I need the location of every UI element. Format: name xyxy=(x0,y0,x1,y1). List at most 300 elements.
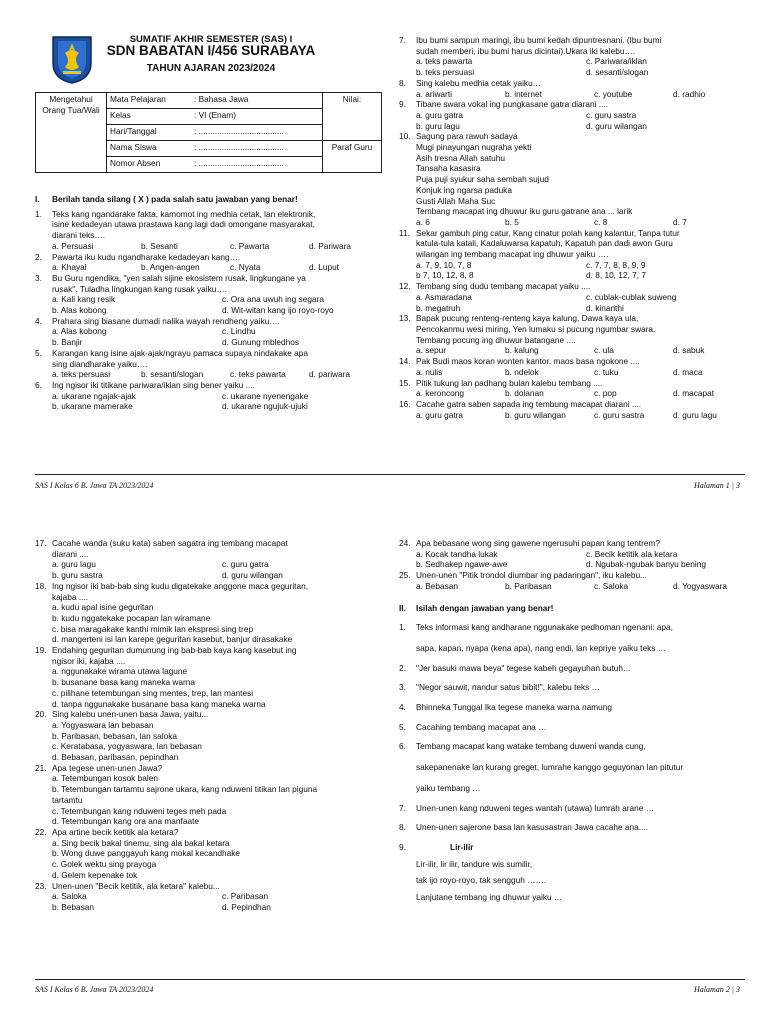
poem-line: Lir-ilir, lir ilir, tandure wis sumilir, xyxy=(416,858,533,869)
question-number: 5. xyxy=(35,347,42,358)
answer-option[interactable]: b. Bebasan xyxy=(52,901,94,912)
answer-option[interactable]: c. ukarane nyenengake xyxy=(222,390,309,401)
answer-option[interactable]: d. Luput xyxy=(309,262,339,273)
question-line: Sekar gambuh ping catur, Kang cinatur polah kang kalantur, Tanpa tutur xyxy=(416,227,680,238)
question-text xyxy=(52,581,385,602)
answer-option[interactable]: b. Alas kobong xyxy=(52,305,107,316)
answer-option[interactable]: d. guru wilangan xyxy=(586,120,647,131)
question-line: Apa artine becik ketitik ala ketara? xyxy=(52,826,179,837)
question-number: 2. xyxy=(35,251,42,262)
question-item xyxy=(35,252,375,273)
answer-options xyxy=(52,391,375,412)
answer-option[interactable]: c. 7, 7, 8, 8, 9, 9 xyxy=(586,259,646,270)
answer-options xyxy=(416,56,745,77)
question-item xyxy=(35,827,385,881)
essay-item xyxy=(399,702,745,713)
school-year: TAHUN AJARAN 2023/2024 xyxy=(146,63,276,74)
answer-option[interactable]: b. Tetembungan tartamtu sajrone ukara, kang nduweni titikan lan piguna xyxy=(52,784,318,795)
question-item xyxy=(35,581,385,645)
answer-option[interactable]: a. nulis xyxy=(416,366,443,377)
answer-option[interactable]: c. guru sastra xyxy=(594,409,645,420)
answer-option[interactable]: c. Nyata xyxy=(230,262,261,273)
question-text xyxy=(416,570,745,581)
question-line: Cacahe gatra saben sapada ing tembung macapat diarani .... xyxy=(416,398,642,409)
answer-option[interactable]: c. 8 xyxy=(594,216,608,227)
answer-option[interactable]: d. Yogyaswara xyxy=(673,580,727,591)
question-text xyxy=(52,827,385,838)
answer-option[interactable]: a. Asmaradana xyxy=(416,291,472,302)
question-item xyxy=(35,348,375,380)
answer-option[interactable]: a. teks persuasi xyxy=(52,369,111,380)
poem-line: Lanjutane tembang ing dhuwur yaiku … xyxy=(416,892,563,903)
answer-options xyxy=(52,559,385,580)
question-line: katula-tula katali, Kadaluwarsa kapatuh, Kapatuh pan dadi awon Guru xyxy=(416,238,673,249)
question-line: sapa, kapan, nyapa (kena apa), nang endi, lan kepriye yaiku teks … xyxy=(416,642,666,653)
answer-option[interactable]: c. pilihane tetembungan sing mentes, trep, lan mantesi xyxy=(52,687,254,698)
answer-options xyxy=(416,388,745,399)
question-line: Teks kang ngandarake fakta, kamomot ing medhia cetak, lan elektronik, xyxy=(52,208,316,219)
question-number: 3. xyxy=(399,682,406,693)
question-item xyxy=(35,273,375,316)
question-line: Tansaha kasasira xyxy=(416,163,481,174)
question-line: Bhinneka Tunggal Ika tegese maneka warna namung xyxy=(416,702,613,713)
question-number: 20. xyxy=(35,709,47,720)
question-item xyxy=(399,313,745,356)
question-line: rusak". Tuladha lingkungan kang rusak yaiku…. xyxy=(52,283,227,294)
answer-option[interactable]: d. Gunung mbledhos xyxy=(222,337,300,348)
poem-lines xyxy=(399,859,745,903)
page1-right-column xyxy=(399,35,745,420)
page-divider xyxy=(35,474,745,475)
question-item xyxy=(399,570,745,591)
field-label: Nama Siswa xyxy=(107,141,192,157)
answer-option[interactable]: b. ndelok xyxy=(505,366,539,377)
question-number: 15. xyxy=(399,377,411,388)
question-line: Tembang sing dudu tembang macapat yaiku .... xyxy=(416,281,591,292)
question-line: Sagung para rawuh sadaya xyxy=(416,131,518,142)
answer-option[interactable]: c. cublak-cublak suweng xyxy=(586,291,677,302)
field-label: Mata Pelajaran xyxy=(107,93,192,109)
answer-options xyxy=(52,773,385,827)
answer-options xyxy=(416,217,745,228)
answer-option[interactable]: d. pariwara xyxy=(309,369,351,380)
answer-option[interactable]: d. sesanti/slogan xyxy=(586,67,649,78)
answer-option[interactable]: c. Keratabasa, yogyaswara, lan bebasan xyxy=(52,741,202,752)
answer-option[interactable]: b. guru sastra xyxy=(52,570,103,581)
question-line: Tembang pocung ing dhuwur batangane .... xyxy=(416,334,576,345)
question-item xyxy=(399,228,745,282)
footer-page-number: Halaman 2 | 3 xyxy=(694,985,740,994)
question-text xyxy=(416,682,745,693)
answer-options xyxy=(52,369,375,380)
answer-option[interactable]: b. Paribasan, bebasan, lan saloka xyxy=(52,730,178,741)
answer-option[interactable]: c. Lindhu xyxy=(222,326,256,337)
answer-options xyxy=(52,838,385,881)
question-item xyxy=(35,881,385,913)
answer-option[interactable]: b. teks persuasi xyxy=(416,67,475,78)
question-number: 7. xyxy=(399,802,406,813)
field-value: : VI (Enam) xyxy=(191,109,323,125)
answer-option[interactable]: d. 8, 10, 12, 7, 7 xyxy=(586,270,646,281)
name-field[interactable]: : ..................................... xyxy=(191,141,323,157)
answer-option[interactable]: tartamtu xyxy=(52,794,83,805)
question-number: 14. xyxy=(399,356,411,367)
question-number: 5. xyxy=(399,721,406,732)
answer-option[interactable]: d. radhio xyxy=(673,88,706,99)
question-line: diarani teks…. xyxy=(52,230,106,241)
answer-option[interactable]: b. Sedhakep ngawe-awe xyxy=(416,559,508,570)
answer-options xyxy=(52,891,385,912)
essay-item-9: 9. Lir-ilir Lir-ilir, lir ilir, tandure wis sumilir, tak ijo royo-royo, tak sengguh ……. Lanjutane tembang ing dhuwur yaiku … xyxy=(399,842,745,903)
answer-option[interactable]: d. Tetembungan kang ora ana manfaate xyxy=(52,816,199,827)
answer-option[interactable]: b. Banjir xyxy=(52,337,83,348)
date-field[interactable]: : ..................................... xyxy=(191,125,323,141)
question-line: Pawarta iku kudu ngandharake kedadeyan kang…. xyxy=(52,251,241,262)
question-line: kajaba .... xyxy=(52,591,88,602)
answer-option[interactable]: c. youtube xyxy=(594,88,633,99)
answer-option[interactable]: a. keroncong xyxy=(416,388,464,399)
question-line: ngisor iki, kajaba .... xyxy=(52,655,126,666)
question-item xyxy=(35,380,375,412)
answer-option[interactable]: a. guru gatra xyxy=(416,109,464,120)
question-number: 21. xyxy=(35,762,47,773)
answer-option[interactable]: d. maca xyxy=(673,366,703,377)
question-line: isine kedadeyan utawa prastawa kang lagi dadi omongane masyarakat, xyxy=(52,219,315,230)
essay-item xyxy=(399,682,745,693)
answer-options xyxy=(52,262,375,273)
answer-option[interactable]: c. Ora ana uwuh ing segara xyxy=(222,294,324,305)
answer-option[interactable]: a. teks pawarta xyxy=(416,56,473,67)
answer-option[interactable]: a. ariwarti xyxy=(416,88,452,99)
question-number: 4. xyxy=(399,702,406,713)
answer-option[interactable]: a. Tetembungan kosok balen xyxy=(52,773,158,784)
school-name: SDN BABATAN I/456 SURABAYA xyxy=(106,43,316,58)
question-list xyxy=(399,538,745,592)
answer-option[interactable]: b. ukarane mamerake xyxy=(52,401,133,412)
answer-option[interactable]: c. Saloka xyxy=(594,580,629,591)
page2-right-column xyxy=(399,538,745,909)
question-number: 8. xyxy=(399,77,406,88)
question-line: Apa bebasane wong sing gawene ngerusuhi papan kang tentrem? xyxy=(416,538,661,548)
essay-item xyxy=(399,722,745,733)
question-item xyxy=(399,356,745,377)
footer-page-number: Halaman 1 | 3 xyxy=(694,481,740,490)
question-text xyxy=(52,881,385,892)
question-number: 19. xyxy=(35,645,47,656)
question-text xyxy=(416,313,745,345)
question-text xyxy=(52,209,375,241)
question-list xyxy=(35,209,375,412)
question-text xyxy=(52,538,385,559)
answer-option[interactable]: c. Golek wektu sing prayoga xyxy=(52,859,157,870)
question-line: Ing ngisor iki titikane pariwara/iklan sing bener yaiku .... xyxy=(52,379,255,390)
question-item xyxy=(399,99,745,131)
question-text xyxy=(416,378,745,389)
question-text xyxy=(416,99,745,110)
question-item xyxy=(35,645,385,709)
answer-option[interactable]: b 7, 10, 12, 8, 8 xyxy=(416,270,474,281)
section-heading: II. Isilah dengan jawaban yang benar! xyxy=(399,602,554,613)
school-emblem-icon xyxy=(49,33,95,85)
question-text xyxy=(416,822,745,833)
page-divider xyxy=(35,979,745,980)
answer-option[interactable]: a. guru gatra xyxy=(416,409,464,420)
question-number: 8. xyxy=(399,822,406,833)
question-line: Pak Budi maos koran wonten kantor. maos basa ngokone .... xyxy=(416,356,640,367)
answer-options xyxy=(416,367,745,378)
question-line: Konjuk ing ngarsa paduka xyxy=(416,184,512,195)
answer-option[interactable]: c. teks pawarta xyxy=(230,369,286,380)
question-number: 22. xyxy=(35,826,47,837)
page1-left-column xyxy=(35,194,375,412)
answer-option[interactable]: d. sabuk xyxy=(673,345,705,356)
question-line: Bapak pucung renteng-renteng kaya kalung, Dawa kaya ula, xyxy=(416,313,639,324)
question-list xyxy=(399,35,745,420)
question-text xyxy=(416,622,745,653)
student-info-table xyxy=(35,92,382,173)
question-number: 25. xyxy=(399,570,411,581)
answer-option[interactable]: a. 7, 9, 10, 7, 8 xyxy=(416,259,472,270)
essay-item xyxy=(399,663,745,674)
answer-option[interactable]: b. busanane basa kang maneka warna xyxy=(52,677,195,688)
question-line: Apa tegese unen-unen Jawa? xyxy=(52,762,163,773)
answer-options xyxy=(52,602,385,645)
question-line: Cacahing tembang macapat ana … xyxy=(416,721,547,732)
answer-option[interactable]: b. internet xyxy=(505,88,542,99)
answer-option[interactable]: d. guru wilangan xyxy=(222,570,283,581)
answer-option[interactable]: c. pop xyxy=(594,388,617,399)
question-item xyxy=(35,209,375,252)
question-text xyxy=(416,281,745,292)
question-line: Prahara sing biasane dumadi nalika wayah rendheng yaiku…. xyxy=(52,315,280,326)
answer-option[interactable]: d. macapat xyxy=(673,388,715,399)
question-text xyxy=(416,702,745,713)
question-line: Karangan kang isine ajak-ajak/ngrayu pamaca supaya nindakake apa xyxy=(52,347,308,358)
answer-options xyxy=(416,110,745,131)
field-label: Hari/Tanggal xyxy=(107,125,192,141)
question-line: Unen-unen "Pitik trondol diumbar ing padaringan", iku kalebu... xyxy=(416,570,647,581)
essay-item xyxy=(399,803,745,814)
answer-option[interactable]: c. tuku xyxy=(594,366,619,377)
page2-left-column xyxy=(35,538,385,913)
question-item xyxy=(35,316,375,348)
answer-option[interactable]: d. mangerteni isi lan karepe geguritan kasebut, banjur dirasakake xyxy=(52,634,293,645)
question-item xyxy=(35,538,385,581)
question-line: Pitik tukung lan padhang bulan kalebu tembang .... xyxy=(416,377,603,388)
answer-option[interactable]: c. Pariwara/iklan xyxy=(586,56,647,67)
answer-options xyxy=(52,241,375,252)
answer-options xyxy=(416,89,745,100)
answer-option[interactable]: a. Yogyaswara lan bebasan xyxy=(52,719,154,730)
question-text xyxy=(52,348,375,369)
question-text xyxy=(52,273,375,294)
answer-option[interactable]: c. Becik ketitik ala ketara xyxy=(586,548,678,559)
question-line: Ing ngisor iki bab-bab sing kudu digatekake anggone maca geguritan, xyxy=(52,580,308,591)
answer-option[interactable]: a. 6 xyxy=(416,216,430,227)
answer-option[interactable]: b. Wong duwe panggayuh kang mokal kecandhake xyxy=(52,848,241,859)
essay-item xyxy=(399,741,745,793)
question-item xyxy=(399,35,745,78)
question-text xyxy=(416,228,745,260)
question-line: Unen-unen kang nduweni teges wantah (utawa) lumrah arane … xyxy=(416,802,654,813)
question-item xyxy=(399,131,745,227)
answer-options xyxy=(416,260,745,281)
question-line: Cacahe wanda (suku kata) saben sagatra ing tembang macapat xyxy=(52,538,288,548)
question-number: 13. xyxy=(399,313,411,324)
question-line: Endahing geguritan dumunung ing bab-bab kaya kang kasebut ing xyxy=(52,645,297,656)
answer-option[interactable]: a. nggunakake wirama utawa lagune xyxy=(52,666,188,677)
question-number: 12. xyxy=(399,281,411,292)
question-line: Gusti Allah Maha Suc xyxy=(416,195,496,206)
answer-option[interactable]: b. guru wilangan xyxy=(505,409,566,420)
poem-line: tak ijo royo-royo, tak sengguh ……. xyxy=(416,875,547,886)
question-number: 10. xyxy=(399,131,411,142)
answer-option[interactable]: b. 5 xyxy=(505,216,519,227)
field-label: Kelas xyxy=(107,109,192,125)
answer-option[interactable]: b. Paribasan xyxy=(505,580,552,591)
answer-options xyxy=(416,410,745,421)
answer-option[interactable]: a. Persuasi xyxy=(52,240,94,251)
question-text xyxy=(416,803,745,814)
question-text xyxy=(52,645,385,666)
question-number: 3. xyxy=(35,272,42,283)
answer-options xyxy=(52,720,385,763)
answer-options xyxy=(52,294,375,315)
question-item xyxy=(399,281,745,313)
answer-option[interactable]: d. tanpa nggunakake busanane basa kang maneka warna xyxy=(52,698,266,709)
question-text xyxy=(52,380,375,391)
question-line: Sing kalebu unen-unen basa Jawa, yaitu... xyxy=(52,709,209,720)
answer-option[interactable]: a. Alas kobong xyxy=(52,326,107,337)
answer-option[interactable]: b. Sesanti xyxy=(141,240,178,251)
question-text xyxy=(52,763,385,774)
answer-option[interactable]: b. Angen-angen xyxy=(141,262,200,273)
answer-option[interactable]: b. kudu nggatekake pocapan lan wiramane xyxy=(52,612,211,623)
answer-option[interactable]: d. kinanthi xyxy=(586,302,624,313)
question-item xyxy=(35,709,385,763)
answer-option[interactable]: c. bisa maragakake kanthi mimik lan ekspresi sing trep xyxy=(52,623,254,634)
answer-option[interactable]: b. kalung xyxy=(505,345,539,356)
answer-option[interactable]: c. ula xyxy=(594,345,614,356)
question-number: 23. xyxy=(35,880,47,891)
answer-options xyxy=(52,666,385,709)
absence-number-field[interactable]: : ..................................... xyxy=(191,157,323,173)
question-line: Tembang macapat ing dhuwur iku guru gatrane ana ... larik xyxy=(416,206,633,217)
question-item xyxy=(399,378,745,399)
question-line: Teks informasi kang andharane nggunakake pedhoman ngenani: apa, xyxy=(416,622,673,633)
question-item xyxy=(399,399,745,420)
answer-option[interactable]: d. Ngubak-ngubak banyu bening xyxy=(586,559,706,570)
answer-option[interactable]: d. Gelem kepenake tok xyxy=(52,869,138,880)
answer-option[interactable]: d. Bebasan, paribasan, pepindhan xyxy=(52,752,179,763)
answer-option[interactable]: a. Kocak tandha lukak xyxy=(416,548,498,559)
section-heading: I. Berilah tanda silang ( X ) pada salah satu jawaban yang benar! xyxy=(35,194,298,204)
question-line: sing diandharake yaiku…. xyxy=(52,358,148,369)
answer-option[interactable]: c. Paribasan xyxy=(222,891,269,902)
answer-option[interactable]: a. Kali kang resik xyxy=(52,294,116,305)
answer-options xyxy=(416,549,745,570)
score-cell: Nilai: xyxy=(323,93,382,141)
question-text xyxy=(52,316,375,327)
question-number: 18. xyxy=(35,580,47,591)
answer-option[interactable]: a. guru lagu xyxy=(52,559,96,570)
answer-option[interactable]: a. Saloka xyxy=(52,891,87,902)
question-item xyxy=(399,78,745,99)
answer-options xyxy=(416,345,745,356)
question-line: Pencokanmu wesi miring, Yen lumaku si pucung ngumbar swara. xyxy=(416,323,656,334)
question-line: sudah memberi, ibu bumi harus dicintai).Ukara iki kalebu…. xyxy=(416,45,636,56)
question-number: 7. xyxy=(399,35,406,45)
parent-signature-cell: Mengetahui Orang Tua/Wali xyxy=(36,93,107,173)
question-number: 16. xyxy=(399,398,411,409)
question-line: sakepanenake lan kurang greget, lumrahe kanggo geguyonan lan pitutur xyxy=(416,762,684,773)
question-text xyxy=(416,399,745,410)
answer-option[interactable]: c. Pawarta xyxy=(230,240,270,251)
question-item xyxy=(399,538,745,570)
answer-option[interactable]: b. guru lagu xyxy=(416,120,460,131)
answer-option[interactable]: d. Wit-witan kang ijo royo-royo xyxy=(222,305,334,316)
answer-options xyxy=(52,326,375,347)
answer-option[interactable]: d. guru lagu xyxy=(673,409,717,420)
answer-option[interactable]: d. 7 xyxy=(673,216,687,227)
essay-item xyxy=(399,622,745,653)
question-text xyxy=(416,356,745,367)
essay-list xyxy=(399,622,745,833)
answer-option[interactable]: a. Sing becik bakal tinemu, sing ala bakal ketara xyxy=(52,837,230,848)
question-text xyxy=(416,131,745,217)
field-label: Nomor Absen xyxy=(107,157,192,173)
answer-option[interactable]: a. Khayal xyxy=(52,262,87,273)
answer-option[interactable]: a. Bebasan xyxy=(416,580,458,591)
question-number: 24. xyxy=(399,538,411,548)
answer-options xyxy=(416,292,745,313)
question-line: yaiku tembang … xyxy=(416,782,481,793)
question-line: Puja puji syukur saha sembah sujud xyxy=(416,174,549,185)
answer-option[interactable]: d. ukarane ngujuk-ujuki xyxy=(222,401,308,412)
question-line: Sing kalebu medhia cetak yaiku… xyxy=(416,77,541,88)
question-number: 4. xyxy=(35,315,42,326)
footer-left: SAS I Kelas 6 B. Jawa TA 2023/2024 xyxy=(35,985,154,994)
question-line: wilangan ing tembang macapat ing dhuwur yaiku …. xyxy=(416,249,609,260)
answer-option[interactable]: d. Pepindhan xyxy=(222,901,271,912)
question-text xyxy=(52,252,375,263)
question-number: 6. xyxy=(399,741,406,752)
poem-title: Lir-ilir xyxy=(450,841,474,852)
question-text xyxy=(416,78,745,89)
question-line: Ibu bumi sampun maringi, ibu bumi kedah dipuntresnani. (Ibu bumi xyxy=(416,35,662,45)
question-line: "Jer basuki mawa beya" tegese kabeh gegayuhan butuh… xyxy=(416,662,632,673)
answer-option[interactable]: c. guru gatra xyxy=(222,559,269,570)
answer-option[interactable]: b. dolanan xyxy=(505,388,544,399)
answer-option[interactable]: b. sesanti/slogan xyxy=(141,369,204,380)
question-number: 17. xyxy=(35,538,47,548)
essay-item xyxy=(399,822,745,833)
question-list xyxy=(35,538,385,913)
answer-option[interactable]: d. Pariwara xyxy=(309,240,351,251)
question-number: 6. xyxy=(35,379,42,390)
answer-option[interactable]: a. sepur xyxy=(416,345,446,356)
question-line: Bu Guru ngendika, "yen salah sijine ekosistem rusak, lingkungane ya xyxy=(52,272,306,283)
answer-option[interactable]: a. kudu apal isine geguritan xyxy=(52,602,154,613)
question-line: Asih tresna Allah satuhu xyxy=(416,152,506,163)
answer-option[interactable]: b. megatruh xyxy=(416,302,461,313)
answer-option[interactable]: a. ukarane ngajak-ajak xyxy=(52,390,136,401)
answer-option[interactable]: c. Tetembungan kang nduweni teges meh pada xyxy=(52,805,227,816)
answer-option[interactable]: c. guru sastra xyxy=(586,109,637,120)
teacher-signature-cell: Paraf Guru xyxy=(323,141,382,173)
question-text xyxy=(416,538,745,549)
question-number: 9. xyxy=(399,99,406,110)
